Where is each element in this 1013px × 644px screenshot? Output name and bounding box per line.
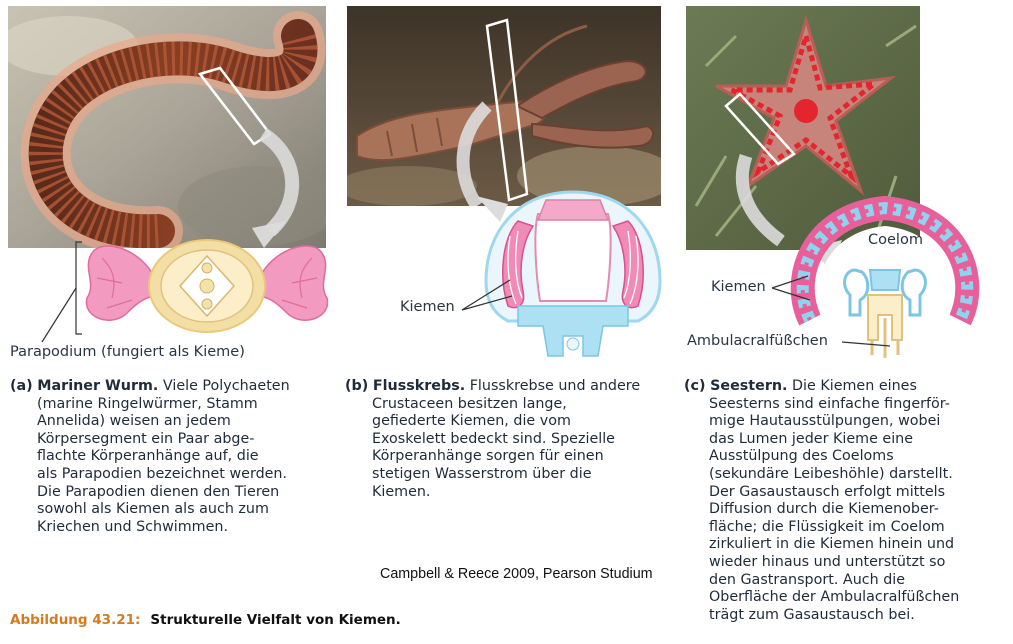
- caption-c-line: trägt zum Gasaustausch bei.: [709, 606, 915, 623]
- caption-a-title: Mariner Wurm.: [37, 378, 159, 394]
- caption-a-line: Annelida) weisen an jedem: [37, 413, 231, 430]
- caption-c-line: (sekundäre Leibeshöhle) darstellt.: [709, 465, 953, 482]
- caption-a-line: Körpersegment ein Paar abge-: [37, 430, 255, 447]
- caption-c-line: [684, 378, 959, 396]
- caption-a-line: flachte Körperanhänge auf, die: [37, 448, 259, 465]
- caption-c-line: den Gastransport. Auch die: [709, 571, 906, 588]
- caption-a-line: (marine Ringelwürmer, Stamm: [37, 395, 258, 412]
- caption-b-line: stetigen Wasserstrom über die: [372, 465, 592, 482]
- caption-a-line: Kriechen und Schwimmen.: [37, 518, 229, 535]
- starfish-kiemen-label: Kiemen: [711, 279, 766, 295]
- ambulacral-label: Ambulacralfüßchen: [687, 333, 828, 349]
- parapodium-label: Parapodium (fungiert als Kieme): [10, 344, 245, 360]
- caption-b-line: Crustaceen besitzen lange,: [372, 395, 567, 412]
- caption-c-line: Diffusion durch die Kiemenober-: [709, 501, 939, 518]
- caption-b-text: Flusskrebse und andere: [469, 378, 641, 394]
- caption-a-line: sowohl als Kiemen als auch zum: [37, 501, 269, 518]
- caption-c: [684, 378, 959, 624]
- crayfish-photo: [347, 6, 661, 206]
- caption-b-line: [345, 378, 640, 396]
- caption-c-line: fläche; die Flüssigkeit im Coelom: [709, 518, 945, 535]
- caption-a-line: als Parapodien bezeichnet werden.: [37, 465, 288, 482]
- caption-c-line: Der Gasaustausch erfolgt mittels: [709, 483, 946, 500]
- caption-c-letter: (c): [684, 378, 706, 394]
- caption-b-line: gefiederte Kiemen, die vom: [372, 413, 571, 430]
- caption-c-title: Seestern.: [710, 378, 788, 394]
- caption-b-line: Exoskelett bedeckt sind. Spezielle: [372, 430, 615, 447]
- figure-title-text: Strukturelle Vielfalt von Kiemen.: [150, 612, 401, 628]
- ambulacral-leader: [838, 332, 898, 352]
- caption-c-line: zirkuliert in die Kiemen hinein und: [709, 536, 955, 553]
- caption-a-line: Die Parapodien dienen den Tieren: [37, 483, 280, 500]
- caption-c-line: Ausstülpung des Coeloms: [709, 448, 894, 465]
- caption-b-line: Kiemen.: [372, 483, 431, 500]
- caption-c-line: Oberfläche der Ambulacralfüßchen: [709, 589, 960, 606]
- caption-c-line: das Lumen jeder Kieme eine: [709, 430, 914, 447]
- caption-b: [345, 378, 640, 501]
- crayfish-kiemen-leader: [460, 270, 520, 320]
- caption-c-text: Die Kiemen eines: [792, 378, 917, 394]
- caption-b-line: Körperanhänge sorgen für einen: [372, 448, 604, 465]
- caption-b-letter: (b): [345, 378, 369, 394]
- coelom-label: Coelom: [868, 232, 923, 248]
- caption-c-line: mige Hautausstülpungen, wobei: [709, 413, 941, 430]
- starfish-kiemen-leader: [770, 270, 820, 310]
- caption-c-line: Seesterns sind einfache fingerför-: [709, 395, 950, 412]
- caption-a-text: Viele Polychaeten: [162, 378, 290, 394]
- caption-c-line: wieder hinaus und unterstützt so: [709, 553, 946, 570]
- caption-a-line: [10, 378, 290, 396]
- caption-b-title: Flusskrebs.: [372, 378, 466, 394]
- figure-title: [10, 612, 401, 628]
- caption-a: [10, 378, 290, 536]
- worm-photo: [8, 6, 326, 248]
- source-credit: Campbell & Reece 2009, Pearson Studium: [380, 566, 653, 582]
- caption-a-letter: (a): [10, 378, 33, 394]
- crayfish-kiemen-label: Kiemen: [400, 299, 455, 315]
- parapodium-leader: [30, 238, 90, 348]
- parapodium-diagram: [82, 228, 332, 338]
- figure-number: Abbildung 43.21:: [10, 612, 141, 628]
